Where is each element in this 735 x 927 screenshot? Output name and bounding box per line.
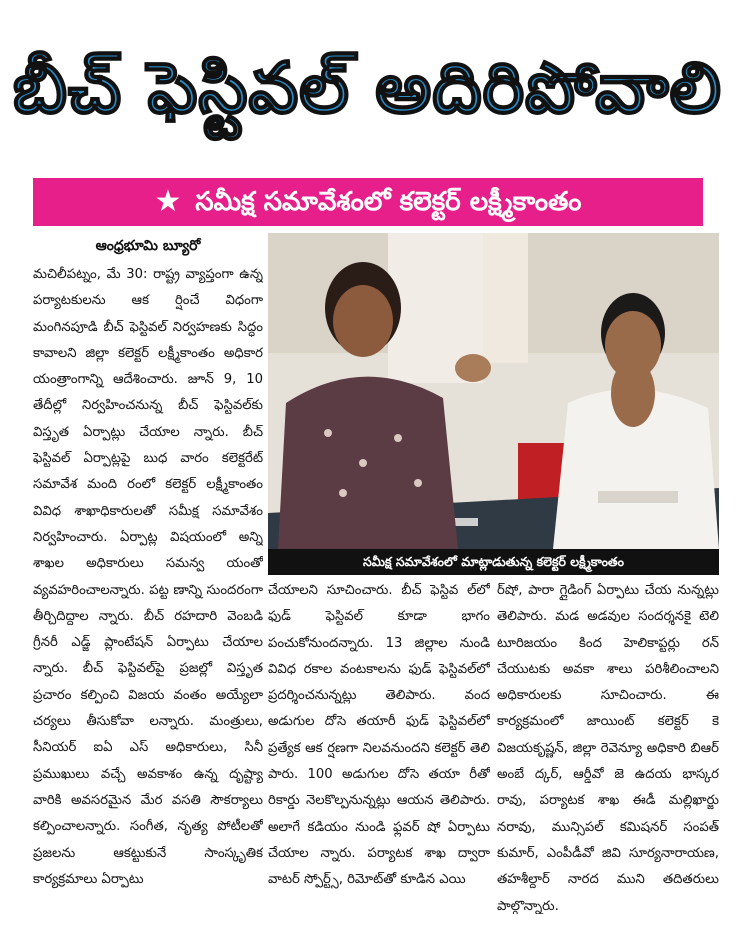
article-column-3: ర్‌షో, పారా గ్లైడింగ్ ఏర్పాటు చేయ నున్నట్లు తెలిపారు. మడ అడవుల సందర్శనకై టెలి టూరిజయం కింద హెలికాప్టర్లు రన్ చేయుటకు అవకా శాలు పరిశీలించాలని అధికారులకు సూచించారు. ఈ కార్యక్రమంలో జాయింట్ కలెక్టర్ కె విజయకృష్ణన్, జిల్లా రెవెన్యూ అధికారి బిఆర్ అంబే ద్కర్, ఆర్డీవో జె ఉదయ భాస్కర రావు, పర్యాటక శాఖ ఈడీ మల్లిఖార్జు నరావు, మున్సిపల్ కమిషనర్ సంపత్ కుమార్, ఎంపీడీవో జివి సూర్యనారాయణ, తహశీల్దార్ నారద ముని తదితరులు పాల్గొన్నారు.: [497, 583, 719, 914]
byline: ఆంధ్రభూమి బ్యూరో: [95, 238, 201, 254]
headline-text: బీచ్ ఫెస్టివల్ అదిరిపోవాలి: [13, 46, 722, 129]
news-photo-illustration: [268, 233, 719, 549]
article-column-2: చేయాలని సూచించారు. బీచ్ ఫెస్టివ ల్‌లో ఫుడ్ ఫెస్టివల్ కూడా భాగం పంచుకోనుందన్నారు. 13 జిల్లాల నుండి వివిధ రకాల వంటకాలను ఫుడ్ ఫెస్టివల్‌లో ప్రదర్శించనున్నట్లు తెలిపారు. వంద అడుగుల దోసె తయారీ ఫుడ్ ఫెస్టివల్‌లో ప్రత్యేక ఆక ర్షణగా నిలవనుందని కలెక్టర్ తెలి పారు. 100 అడుగుల దోసె తయా రీతో రికార్డు నెలకొల్పనున్నట్లు ఆయన తెలిపారు. అలాగే కడియం నుండి ఫ్లవర్ షో ఏర్పాటు చేయాల న్నారు. పర్యాటక శాఖ ద్వారా వాటర్ స్పోర్ట్స్, రిమోట్‌తో కూడిన ఎయి: [268, 583, 490, 888]
subheadline-band: [33, 178, 703, 226]
subheadline-text: సమీక్ష సమావేశంలో కలెక్టర్ లక్ష్మీకాంతం: [195, 187, 582, 217]
star-icon: ★: [154, 184, 182, 219]
article-column-1: మచిలీపట్నం, మే 30: రాష్ట్ర వ్యాప్తంగా ఉన్న పర్యాటకులను ఆక ర్షించే విధంగా మంగినపూడి బీచ్ ఫెస్టివల్ నిర్వహణకు సిద్ధం కావాలని జిల్లా కలెక్టర్ లక్ష్మీకాంతం అధికార యంత్రాంగాన్ని ఆదేశించారు. జూన్ 9, 10 తేదీల్లో నిర్వహించనున్న బీచ్ ఫెస్టివల్‌కు విస్తృత ఏర్పాట్లు చేయాల న్నారు. బీచ్ ఫెస్టివల్ ఏర్పాట్లపై బుధ వారం కలెక్టరేట్ సమావేశ మంది రంలో కలెక్టర్ లక్ష్మీకాంతం వివిధ శాఖాధికారులతో సమీక్ష సమావేశం నిర్వహించారు. ఏర్పాట్ల విషయంలో అన్ని శాఖల అధికారులు సమన్వ యంతో వ్యవహరించాలన్నారు. పట్ట ణాన్ని సుందరంగా తీర్చిదిద్దాల న్నారు. బీచ్ రహదారి వెంబడి గ్రీనరీ ఎడ్జ్ ప్లాంటేషన్ ఏర్పాటు చేయాల న్నారు. బీచ్ ఫెస్టివల్‌పై ప్రజల్లో విస్తృత ప్రచారం కల్పించి విజయ వంతం అయ్యేలా చర్యలు తీసుకోవా లన్నారు. మంత్రులు, సీనియర్ ఐఏ ఎస్ అధికారులు, సినీ ప్రముఖులు వచ్చే అవకాశం ఉన్న దృష్ట్యా వారికి అవసరమైన మేర వసతి సౌకర్యాలు కల్పించాలన్నారు. సంగీత, నృత్య పోటీలతో ప్రజలను ఆకట్టుకునే సాంస్కృతిక కార్యక్రమాలు ఏర్పాటు: [33, 267, 263, 887]
headline: [0, 0, 735, 175]
photo-caption: సమీక్ష సమావేశంలో మాట్లాడుతున్న కలెక్టర్ లక్ష్మీకాంతం: [268, 549, 719, 575]
news-photo: [268, 233, 719, 549]
